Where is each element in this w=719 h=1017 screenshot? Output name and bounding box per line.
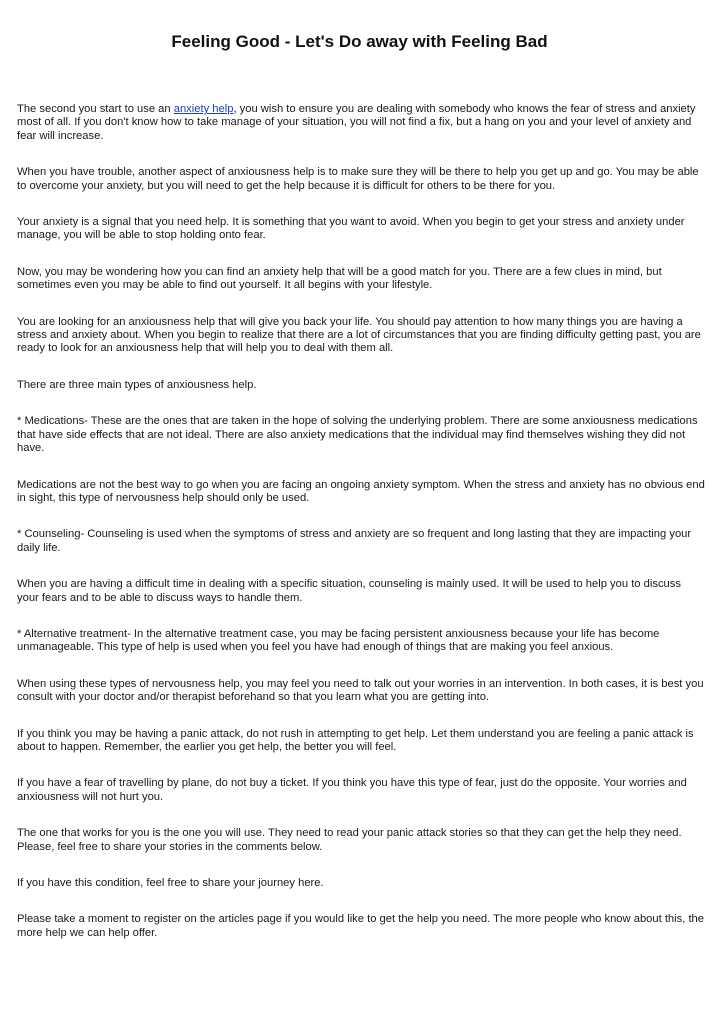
paragraph: You are looking for an anxiousness help that will give you back your life. You should pay attention to how many things you are having a stress and anxiety about. When you begin to realize that there are a lot of circumstances that you are finding difficulty getting past, you are ready to look for an anxiousness help that will help you to deal with them all. <box>17 315 701 355</box>
list-item-alternative-treatment: * Alternative treatment- In the alternative treatment case, you may be facing persistent anxiousness because your life has become unmanageable. This type of help is used when you feel you have had enough of things that are making you feel anxious. <box>17 627 660 654</box>
list-item-medications: * Medications- These are the ones that are taken in the hope of solving the underlying problem. There are some anxiousness medications that have side effects that are not ideal. There are also anxiety medications that the individual may find themselves wishing they did not have. <box>17 415 698 455</box>
anxiety-help-link[interactable]: anxiety help <box>173 103 234 115</box>
paragraph: There are three main types of anxiousness help. <box>17 378 257 391</box>
article-body <box>17 103 705 963</box>
paragraph: If you have a fear of travelling by plane, do not buy a ticket. If you think you have this type of fear, just do the opposite. Your worries and anxiousness will not hurt you. <box>17 777 687 803</box>
list-item-counseling: * Counseling- Counseling is used when the symptoms of stress and anxiety are so frequent and long lasting that they are impacting your daily life. <box>17 528 692 554</box>
paragraph: When you are having a difficult time in dealing with a specific situation, counseling is mainly used. It will be used to help you to discuss your fears and to be able to discuss ways to handle them. <box>17 578 681 604</box>
paragraph: Now, you may be wondering how you can find an anxiety help that will be a good match for you. There are a few clues in mind, but sometimes even you may be able to find out yourself. It all begins with your lifestyle. <box>17 265 662 292</box>
intro-paragraph <box>17 103 705 143</box>
paragraph: If you have this condition, feel free to share your journey here. <box>17 877 324 889</box>
paragraph: Your anxiety is a signal that you need help. It is something that you want to avoid. When you begin to get your stress and anxiety under manage, you will be able to stop holding onto fear. <box>17 216 685 242</box>
page-title: Feeling Good - Let's Do away with Feeling Bad <box>171 32 548 51</box>
paragraph: If you think you may be having a panic attack, do not rush in attempting to get help. Let them understand you are feeling a panic attack is about to happen. Remember, the earlier you get help, the better you will feel. <box>17 727 694 753</box>
intro-text-before-link: The second you start to use an <box>17 103 174 115</box>
intro-text-after-link: , you wish to ensure you are dealing with somebody who knows the fear of stress and anxiety most of all. If you don't know how to take manage of your situation, you will not find a fix, but a hang on you and your level of anxiety and fear will increase. <box>17 103 696 142</box>
paragraph: The one that works for you is the one you will use. They need to read your panic attack stories so that they can get the help they need. Please, feel free to share your stories in the comments below. <box>17 827 682 853</box>
paragraph: When you have trouble, another aspect of anxiousness help is to make sure they will be there to help you get up and go. You may be able to overcome your anxiety, but you will need to get the help because it is difficult for others to be there for you. <box>17 166 699 192</box>
paragraph: Please take a moment to register on the articles page if you would like to get the help you need. The more people who know about this, the more help we can help offer. <box>17 913 704 939</box>
paragraph: When using these types of nervousness help, you may feel you need to talk out your worries in an intervention. In both cases, it is best you consult with your doctor and/or therapist beforehand so that you learn what you are getting into. <box>17 677 704 704</box>
paragraph: Medications are not the best way to go when you are facing an ongoing anxiety symptom. When the stress and anxiety has no obvious end in sight, this type of nervousness help should only be used. <box>17 478 705 504</box>
